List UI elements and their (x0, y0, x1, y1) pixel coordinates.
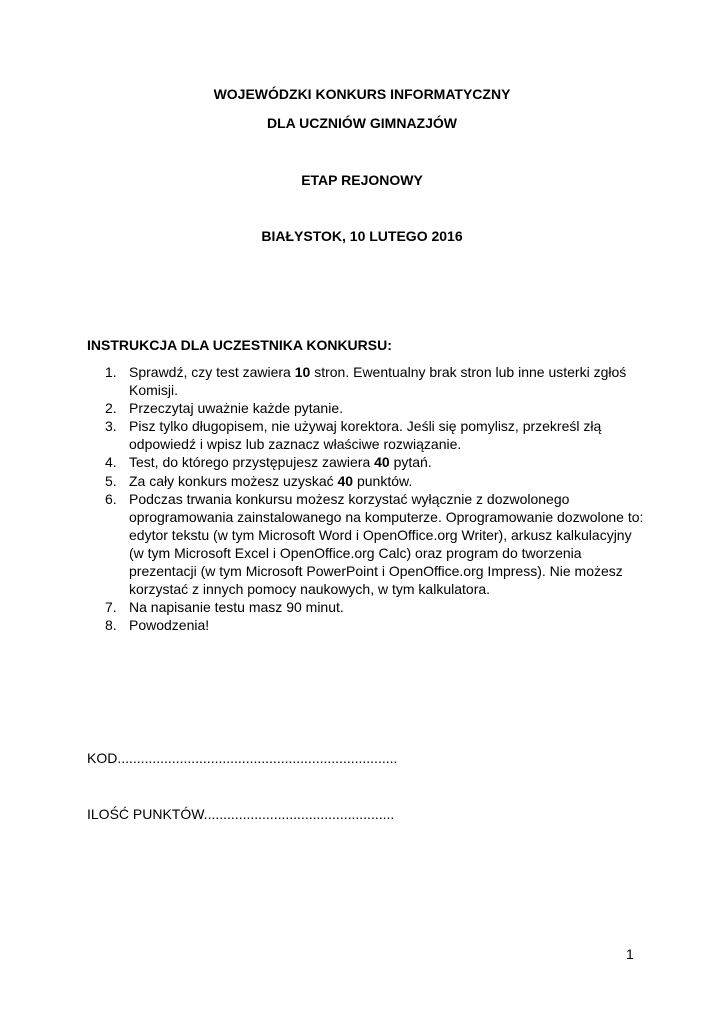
instruction-text (129, 400, 343, 416)
contest-stage: ETAP REJONOWY (301, 172, 423, 188)
instruction-item (105, 453, 650, 471)
instruction-item (105, 399, 650, 417)
contest-audience: DLA UCZNIÓW GIMNAZJÓW (266, 115, 457, 131)
instruction-number: 3. (105, 418, 117, 435)
instruction-number: 6. (105, 490, 117, 507)
instruction-text (129, 418, 601, 452)
place-and-date: BIAŁYSTOK, 10 LUTEGO 2016 (261, 228, 463, 244)
instructions-list (105, 363, 650, 634)
instruction-emphasis: 40 (374, 454, 390, 471)
instruction-text-part: Sprawdź, czy test zawiera (129, 364, 295, 380)
instruction-item (105, 472, 650, 490)
instruction-item (105, 598, 650, 616)
instruction-number: 2. (105, 400, 117, 417)
instruction-text (129, 491, 643, 597)
instruction-text-part: Podczas trwania konkursu możesz korzystać wyłącznie z dozwolonego oprogramowania zainstalowanego na komputerze. Oprogramowanie dozwolone to: edytor tekstu (w tym Microsoft Word i OpenOffice.org Writer), arkusz kalkulacyjny (w tym Microsoft Excel i OpenOffice.org Calc) oraz program do tworzenia prezentacji (w tym Microsoft PowerPoint i OpenOffice.org Impress). Nie możesz korzystać z innych pomocy naukowych, w tym kalkulatora. (129, 490, 644, 598)
instruction-item (105, 363, 650, 399)
instruction-text (129, 364, 626, 398)
instruction-text-part: Za cały konkurs możesz uzyskać (129, 472, 338, 489)
instruction-text-part: Pisz tylko długopisem, nie używaj korektora. Jeśli się pomylisz, przekreśl złą odpowiedź i wpisz lub zaznacz właściwe rozwiązanie. (129, 418, 602, 453)
instruction-text-part: stron. Ewentualny brak stron lub inne usterki zgłoś Komisji. (129, 364, 627, 399)
instruction-text (129, 454, 432, 470)
instruction-number: 4. (105, 454, 117, 471)
instruction-item (105, 417, 650, 453)
instruction-text-part: pytań. (389, 454, 432, 471)
contest-title: WOJEWÓDZKI KONKURS INFORMATYCZNY (213, 86, 511, 102)
instruction-number: 1. (105, 364, 117, 380)
code-field: KOD........................................................................ (87, 750, 398, 766)
instruction-text-part: punktów. (353, 472, 413, 489)
instruction-text-part: Przeczytaj uważnie każde pytanie. (129, 400, 343, 417)
instruction-text (129, 617, 209, 633)
instruction-text-part: Test, do którego przystępujesz zawiera (129, 454, 375, 471)
instruction-text-part: Na napisanie testu masz 90 minut. (129, 599, 344, 616)
instruction-emphasis: 40 (337, 472, 354, 489)
page-number: 1 (626, 946, 634, 962)
instruction-text (129, 473, 412, 489)
instruction-item (105, 490, 650, 599)
instruction-emphasis: 10 (294, 364, 311, 380)
instruction-number: 8. (105, 617, 117, 634)
instruction-text-part: Powodzenia! (129, 617, 210, 634)
instruction-item (105, 616, 650, 634)
instruction-text (129, 599, 344, 615)
instruction-number: 5. (105, 472, 117, 489)
instruction-number: 7. (105, 599, 117, 616)
instructions-title: INSTRUKCJA DLA UCZESTNIKA KONKURSU: (87, 337, 392, 353)
points-field: ILOŚĆ PUNKTÓW................................................. (87, 806, 395, 822)
